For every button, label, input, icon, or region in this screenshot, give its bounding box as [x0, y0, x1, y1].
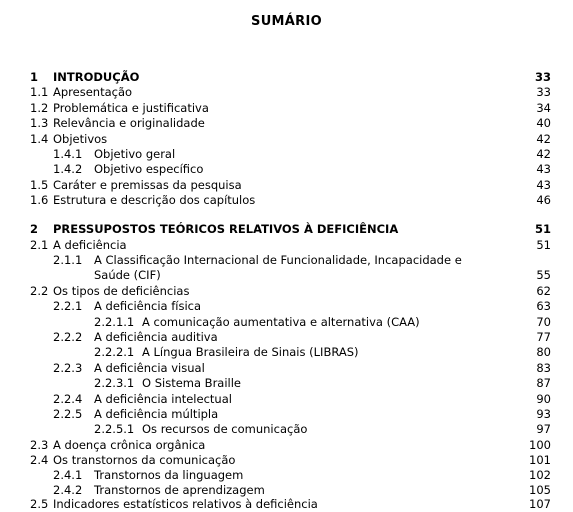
toc-entry-subsection[interactable] — [0, 407, 573, 422]
toc-page: 34 — [536, 101, 551, 115]
toc-entry-section[interactable] — [0, 101, 573, 116]
toc-label: O Sistema Braille — [142, 376, 242, 390]
toc-entry-subsection[interactable] — [0, 299, 573, 314]
toc-number: 1.5 — [30, 178, 49, 192]
toc-page: 100 — [529, 438, 551, 452]
toc-label: Os tipos de deficiências — [53, 284, 190, 298]
toc-number: 2 — [30, 222, 39, 236]
toc-label: A deficiência física — [94, 299, 202, 313]
toc-page: 90 — [536, 392, 551, 406]
toc-page: 102 — [529, 468, 551, 482]
toc-label: Relevância e originalidade — [53, 116, 205, 130]
toc-number: 1.4.1 — [53, 147, 83, 161]
toc-label: A deficiência intelectual — [94, 392, 232, 406]
toc-label: Transtornos de aprendizagem — [94, 483, 265, 497]
toc-label: Problemática e justificativa — [53, 101, 209, 115]
toc-number: 2.2.5 — [53, 407, 83, 421]
toc-page: 77 — [536, 330, 551, 344]
toc-number: 2.2.5.1 — [94, 422, 135, 436]
toc-label: Objetivo específico — [94, 162, 204, 176]
toc-entry-section[interactable] — [0, 238, 573, 253]
toc-number: 2.2.1.1 — [94, 315, 135, 329]
toc-page: 83 — [536, 361, 551, 375]
toc-entry-section[interactable] — [0, 85, 573, 100]
toc-number: 2.3 — [30, 438, 49, 452]
toc-number: 2.4 — [30, 453, 49, 467]
toc-entry-section[interactable] — [0, 116, 573, 131]
toc-number: 1.4 — [30, 132, 49, 146]
toc-label: INTRODUÇÃO — [53, 70, 140, 84]
toc-number: 1.3 — [30, 116, 49, 130]
toc-label: Indicadores estatísticos relativos à deficiência — [53, 497, 318, 511]
toc-label: A deficiência — [53, 238, 127, 252]
toc-page: 33 — [534, 70, 551, 84]
toc-number: 2.2.2 — [53, 330, 83, 344]
toc-entry-section[interactable] — [0, 178, 573, 193]
toc-label: Os recursos de comunicação — [142, 422, 308, 436]
toc-number: 1.4.2 — [53, 162, 83, 176]
toc-number: 2.1.1 — [53, 253, 83, 267]
toc-page: 107 — [529, 497, 551, 511]
toc-page: 70 — [536, 315, 551, 329]
toc-number: 2.4.1 — [53, 468, 83, 482]
toc-entry-section[interactable] — [0, 132, 573, 147]
toc-label: A doença crônica orgânica — [53, 438, 206, 452]
toc-label: Objetivos — [53, 132, 108, 146]
toc-entry-section[interactable] — [0, 284, 573, 299]
toc-entry-section[interactable] — [0, 193, 573, 208]
toc-page: 42 — [536, 132, 551, 146]
toc-page: 80 — [536, 345, 551, 359]
toc-label: Objetivo geral — [94, 147, 176, 161]
page-title: SUMÁRIO — [251, 14, 322, 29]
toc-number: 2.2.1 — [53, 299, 83, 313]
toc-page: 40 — [536, 116, 551, 130]
toc-page: 87 — [536, 376, 551, 390]
toc-number: 2.2.2.1 — [94, 345, 135, 359]
toc-entry-chapter[interactable] — [0, 222, 573, 237]
toc-number: 1.6 — [30, 193, 49, 207]
toc-number: 2.2.3.1 — [94, 376, 135, 390]
toc-entry-section[interactable] — [0, 497, 573, 511]
toc-number: 1 — [30, 70, 39, 84]
toc-label: Transtornos da linguagem — [94, 468, 244, 482]
toc-entry-subsubsection[interactable] — [0, 315, 573, 330]
toc-entry-section[interactable] — [0, 438, 573, 453]
toc-entry-subsection[interactable] — [0, 483, 573, 498]
toc-number: 2.5 — [30, 497, 49, 511]
toc-label: A deficiência visual — [94, 361, 205, 375]
toc-entry-section[interactable] — [0, 453, 573, 468]
toc-page: 51 — [534, 222, 551, 236]
toc-number: 2.2.4 — [53, 392, 83, 406]
toc-page: 101 — [529, 453, 551, 467]
toc-page: 105 — [529, 483, 551, 497]
toc-number: 2.1 — [30, 238, 49, 252]
toc-number: 2.2.3 — [53, 361, 83, 375]
toc-entry-subsubsection[interactable] — [0, 376, 573, 391]
toc-entry-subsection[interactable] — [0, 147, 573, 162]
toc-entry-subsection[interactable] — [0, 468, 573, 483]
toc-entry-subsubsection[interactable] — [0, 345, 573, 360]
toc-entry-subsection[interactable] — [0, 361, 573, 376]
toc-entry-subsection[interactable] — [0, 162, 573, 177]
toc-page: 43 — [536, 178, 551, 192]
toc-label: A Classificação Internacional de Funcionalidade, Incapacidade e Saúde (CIF) — [94, 253, 462, 282]
toc-number: 1.1 — [30, 85, 49, 99]
toc-label: A Língua Brasileira de Sinais (LIBRAS) — [142, 345, 359, 359]
toc-label: PRESSUPOSTOS TEÓRICOS RELATIVOS À DEFICIÊNCIA — [53, 222, 399, 236]
toc-label: Estrutura e descrição dos capítulos — [53, 193, 256, 207]
toc-label: A deficiência múltipla — [94, 407, 219, 421]
toc-label: Caráter e premissas da pesquisa — [53, 178, 242, 192]
toc-page: 62 — [536, 284, 551, 298]
toc-entry-subsection[interactable] — [0, 253, 573, 283]
toc-entry-chapter[interactable] — [0, 70, 573, 85]
toc-page: 51 — [536, 238, 551, 252]
toc-number: 2.2 — [30, 284, 49, 298]
toc-label: Apresentação — [53, 85, 133, 99]
toc-label: A deficiência auditiva — [94, 330, 218, 344]
toc-page: 63 — [536, 299, 551, 313]
toc-number: 2.4.2 — [53, 483, 83, 497]
toc-label: A comunicação aumentativa e alternativa (CAA) — [142, 315, 420, 329]
toc-entry-subsubsection[interactable] — [0, 422, 573, 437]
toc-entry-subsection[interactable] — [0, 392, 573, 407]
toc-page: 43 — [536, 162, 551, 176]
toc-page: 42 — [536, 147, 551, 161]
toc-entry-subsection[interactable] — [0, 330, 573, 345]
toc-page: 93 — [536, 407, 551, 421]
toc-page: 97 — [536, 422, 551, 436]
toc-number: 1.2 — [30, 101, 49, 115]
toc-page: 55 — [536, 268, 551, 282]
toc-page: 33 — [536, 85, 551, 99]
toc-label: Os transtornos da comunicação — [53, 453, 236, 467]
toc-page: 46 — [536, 193, 551, 207]
